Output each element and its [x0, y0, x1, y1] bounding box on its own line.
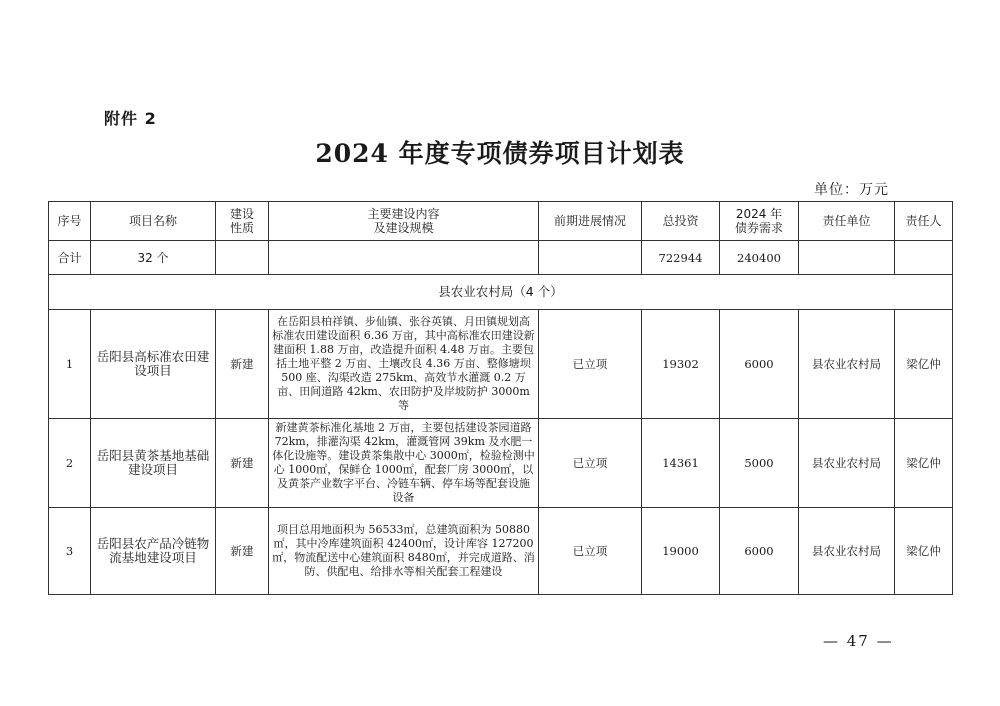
table-header-row — [49, 202, 953, 241]
header-bond-demand: 2024 年 债券需求 — [720, 202, 799, 241]
row-unit: 县农业农村局 — [799, 508, 895, 595]
total-row — [49, 241, 953, 275]
row-bond-demand: 6000 — [720, 310, 799, 419]
row-bond-demand: 6000 — [720, 508, 799, 595]
row-unit: 县农业农村局 — [799, 419, 895, 508]
row-build-type: 新建 — [216, 419, 269, 508]
row-bond-demand: 5000 — [720, 419, 799, 508]
section-title: 县农业农村局（4 个） — [49, 275, 953, 310]
page-title: 2024 年度专项债券项目计划表 — [315, 139, 685, 168]
row-build-type: 新建 — [216, 310, 269, 419]
row-name: 岳阳县高标准农田建设项目 — [91, 310, 216, 419]
total-label: 合计 — [49, 241, 91, 275]
row-name: 岳阳县黄茶基地基础建设项目 — [91, 419, 216, 508]
page-number: — 47 — — [823, 632, 894, 650]
table-row — [49, 508, 953, 595]
row-seq: 1 — [49, 310, 91, 419]
total-bond-demand: 240400 — [720, 241, 799, 275]
row-name: 岳阳县农产品冷链物流基地建设项目 — [91, 508, 216, 595]
table-row — [49, 419, 953, 508]
row-investment: 19000 — [642, 508, 720, 595]
row-person: 梁亿仲 — [895, 508, 953, 595]
total-count: 32 个 — [91, 241, 216, 275]
row-seq: 3 — [49, 508, 91, 595]
header-investment: 总投资 — [642, 202, 720, 241]
header-person: 责任人 — [895, 202, 953, 241]
row-unit: 县农业农村局 — [799, 310, 895, 419]
header-content: 主要建设内容 及建设规模 — [269, 202, 539, 241]
row-build-type: 新建 — [216, 508, 269, 595]
row-progress: 已立项 — [539, 310, 642, 419]
row-progress: 已立项 — [539, 419, 642, 508]
header-progress: 前期进展情况 — [539, 202, 642, 241]
header-seq: 序号 — [49, 202, 91, 241]
header-name: 项目名称 — [91, 202, 216, 241]
row-progress: 已立项 — [539, 508, 642, 595]
unit-label: 单位：万元 — [814, 182, 889, 198]
row-person: 梁亿仲 — [895, 419, 953, 508]
row-investment: 14361 — [642, 419, 720, 508]
row-investment: 19302 — [642, 310, 720, 419]
project-plan-table — [48, 201, 953, 595]
header-unit: 责任单位 — [799, 202, 895, 241]
row-content: 在岳阳县柏祥镇、步仙镇、张谷英镇、月田镇规划高标准农田建设面积 6.36 万亩，其中高标准农田建设新建面积 1.88 万亩，改造提升面积 4.48 万亩。主要包括土地平整 2 万亩、土壤改良 4.36 万亩、整修塘坝 500 座、沟渠改造 275km、高效节水灌溉 0.2 万亩、田间道路 42km、农田防护及岸坡防护 3000m 等 — [269, 310, 539, 419]
section-row — [49, 275, 953, 310]
table-row — [49, 310, 953, 419]
attachment-label: 附件 2 — [104, 109, 157, 128]
row-content: 项目总用地面积为 56533㎡，总建筑面积为 50880㎡，其中冷库建筑面积 42400㎡，设计库容 127200㎡，物流配送中心建筑面积 8480㎡，并完成道路、消防、供配电、给排水等相关配套工程建设 — [269, 508, 539, 595]
row-seq: 2 — [49, 419, 91, 508]
row-content: 新建黄茶标准化基地 2 万亩，主要包括建设茶园道路 72km，排灌沟渠 42km，灌溉管网 39km 及水肥一体化设施等。建设黄茶集散中心 3000㎡，检验检测中心 1000㎡，保鲜仓 1000㎡，配套厂房 3000㎡，以及黄茶产业数字平台、冷链车辆、停车场等配套设施设备 — [269, 419, 539, 508]
header-build-type: 建设 性质 — [216, 202, 269, 241]
total-investment: 722944 — [642, 241, 720, 275]
row-person: 梁亿仲 — [895, 310, 953, 419]
